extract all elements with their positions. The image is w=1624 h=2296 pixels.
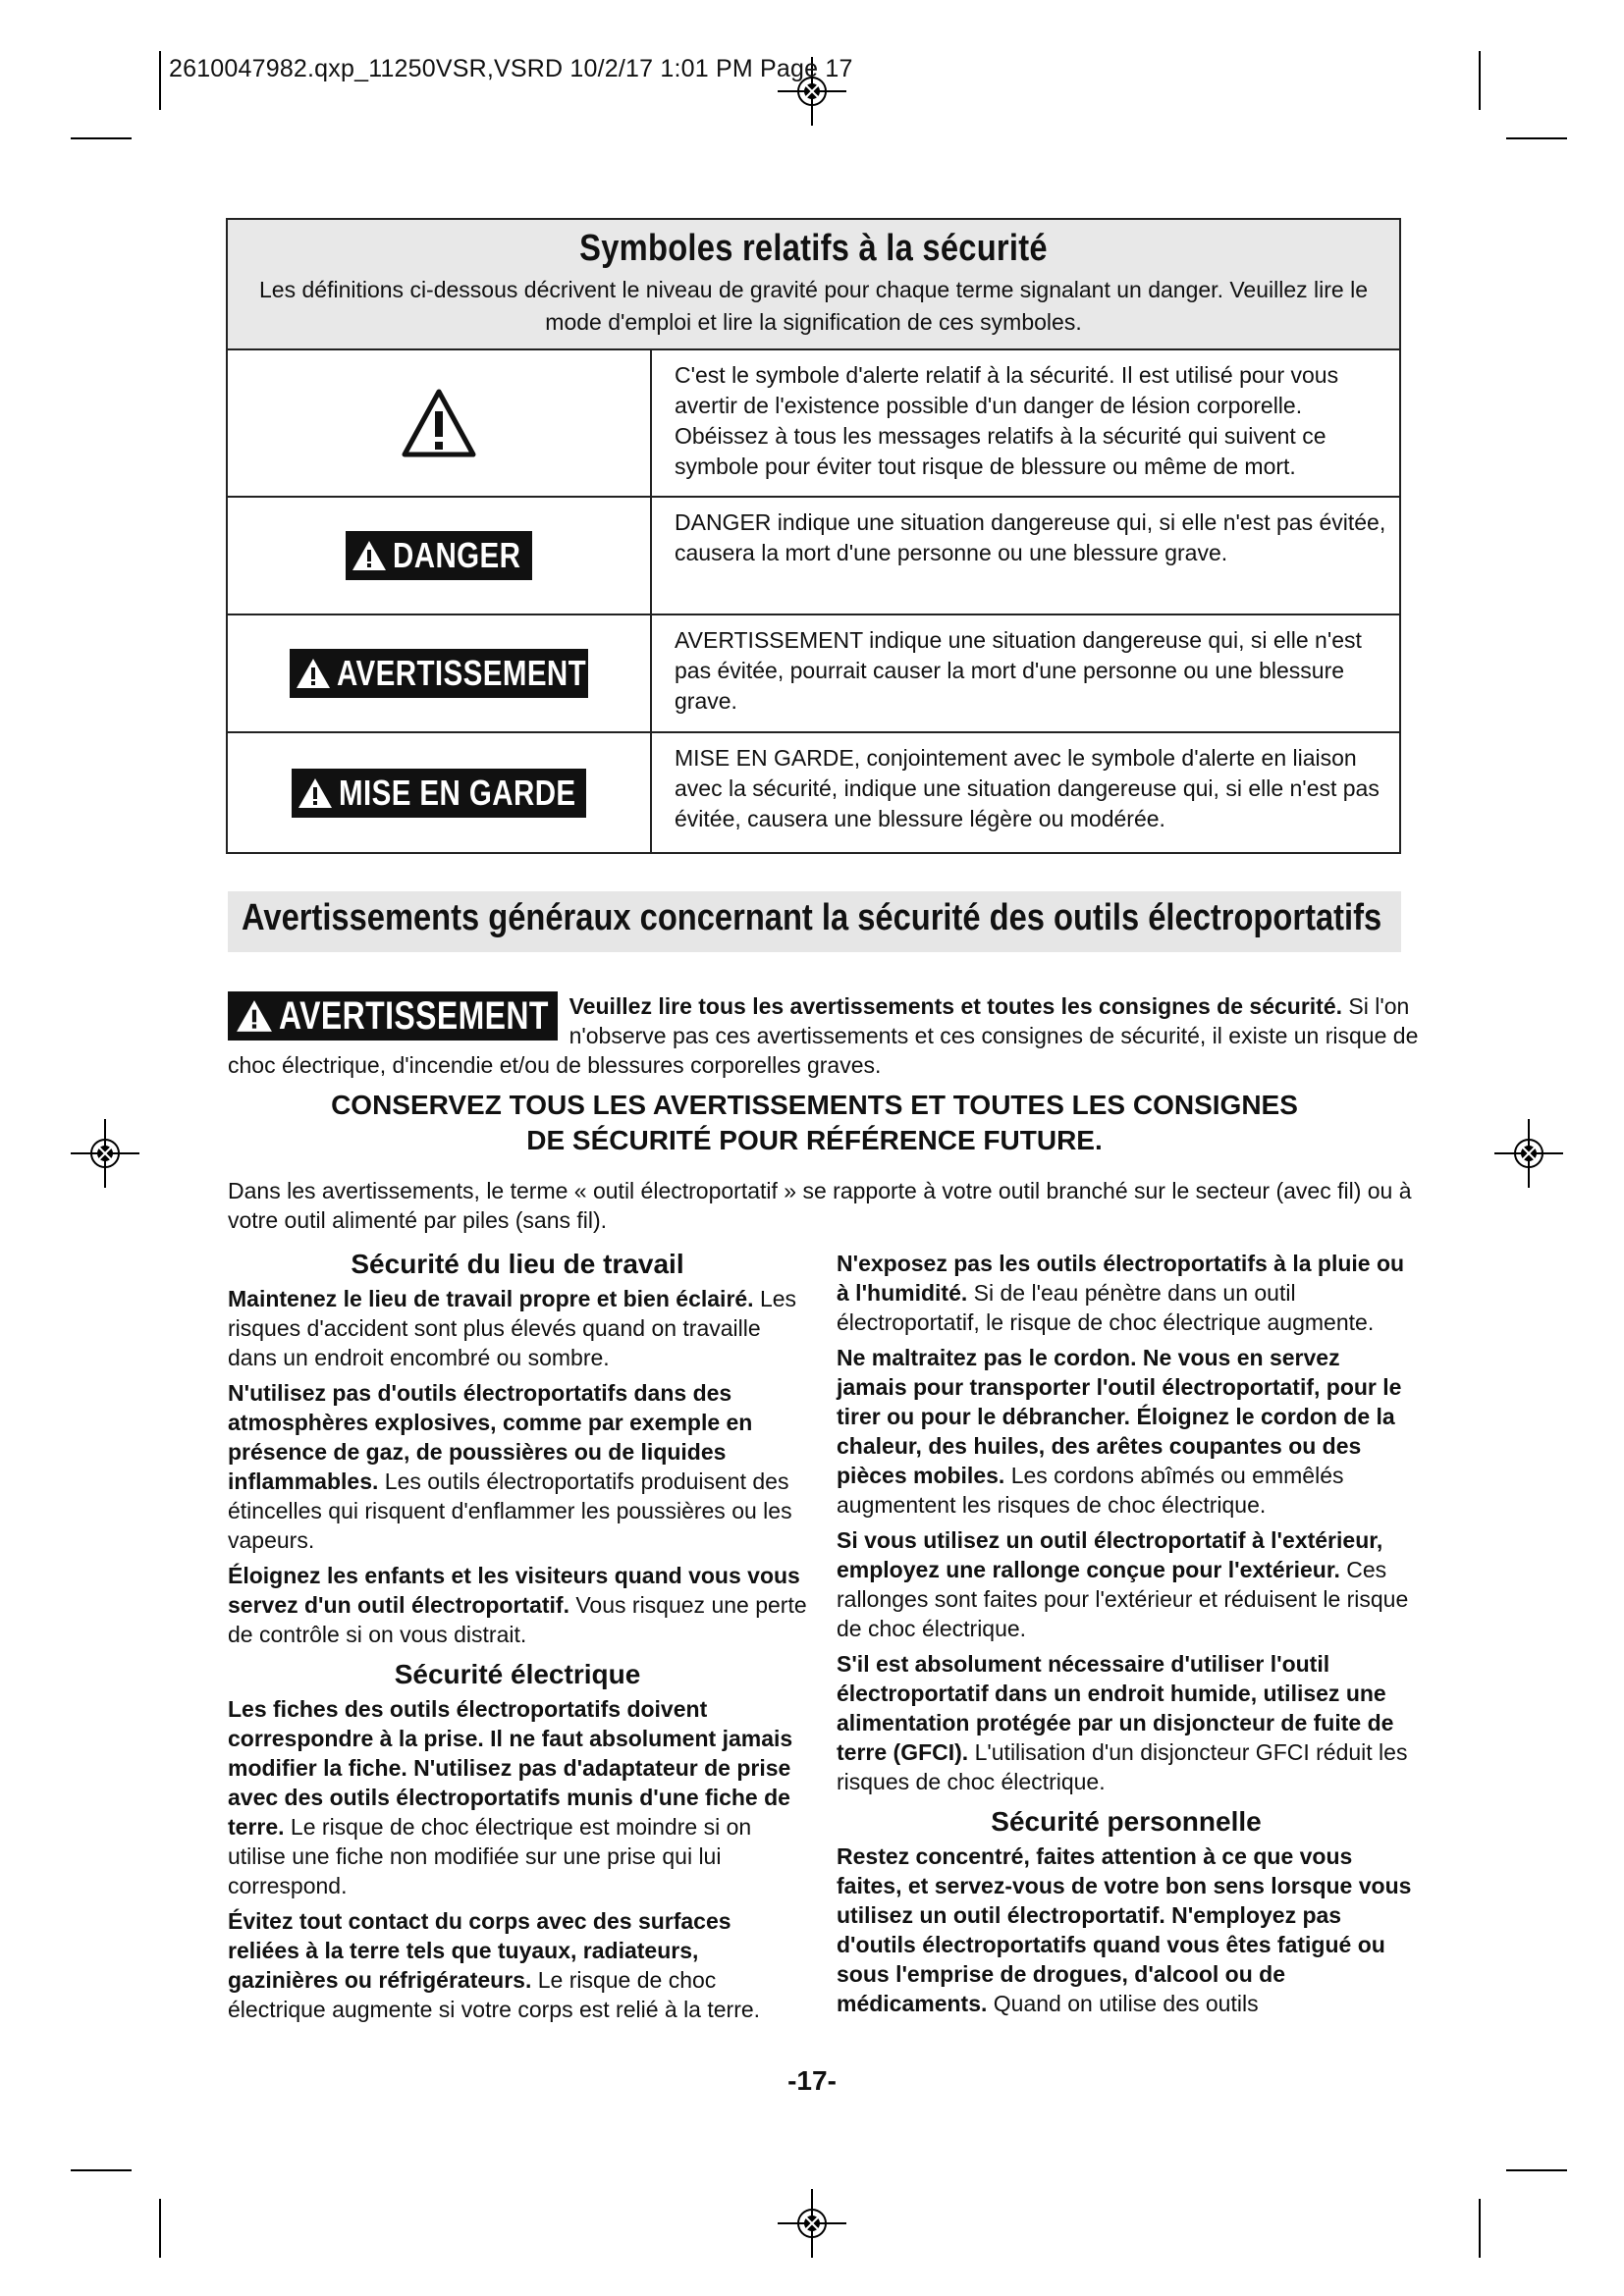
electrical-para-6: [837, 1649, 1416, 1796]
work-area-para-1: [228, 1284, 807, 1372]
conserve-line-2: DE SÉCURITÉ POUR RÉFÉRENCE FUTURE.: [526, 1125, 1103, 1155]
symbol-description: DANGER indique une situation dangereuse qui, si elle n'est pas évitée, causera la mort d'une personne ou une blessure grave.: [675, 509, 1386, 565]
para-bold: Ne maltraitez pas le cordon. Ne vous en servez jamais pour transporter l'outil électroportatif, pour le tirer ou pour le débrancher. Éloignez le cordon de la chaleur, des huiles, des arêtes coupantes ou des pièces mobiles.: [837, 1345, 1402, 1488]
warning-label-large-text: AVERTISSEMENT: [279, 994, 549, 1038]
work-area-para-3: [228, 1561, 807, 1649]
right-column: [837, 1249, 1416, 2024]
registration-mark-icon: [71, 1119, 139, 1188]
symbols-table-title: Symboles relatifs à la sécurité: [579, 228, 1048, 269]
symbol-cell: [228, 350, 652, 496]
safety-symbols-table: [226, 218, 1401, 854]
work-area-title: Sécurité du lieu de travail: [351, 1249, 684, 1279]
page-number: -17-: [787, 2065, 837, 2096]
crop-mark: [1479, 51, 1481, 110]
para-bold: Maintenez le lieu de travail propre et bien éclairé.: [228, 1286, 754, 1311]
general-warning: [228, 991, 1426, 1080]
symbol-cell: [228, 733, 652, 852]
symbols-table-intro: Les définitions ci-dessous décrivent le niveau de gravité pour chaque terme signalant un danger. Veuillez lire le mode d'emploi et lire la signification de ces symboles.: [259, 277, 1368, 335]
print-slug: 2610047982.qxp_11250VSR,VSRD 10/2/17 1:01 PM Page 17: [169, 55, 853, 82]
warning-triangle-icon: [298, 777, 333, 809]
symbol-cell: [228, 615, 652, 731]
crop-mark: [1506, 2169, 1567, 2171]
symbol-row-alert: [228, 350, 1399, 498]
warning-triangle-icon: [352, 540, 387, 571]
para-bold: S'il est absolument nécessaire d'utiliser l'outil électroportatif dans un endroit humide, utilisez une alimentation protégée par un disjoncteur de fuite de terre (GFCI).: [837, 1651, 1394, 1765]
symbol-cell: [228, 498, 652, 614]
warning-label: [290, 649, 588, 698]
para-bold: Si vous utilisez un outil électroportatif à l'extérieur, employez une rallonge conçue pour l'extérieur.: [837, 1527, 1383, 1582]
electrical-title: Sécurité électrique: [394, 1659, 641, 1689]
warning-label-text: AVERTISSEMENT: [337, 653, 587, 693]
para-text: Quand on utilise des outils: [987, 1991, 1259, 2016]
para-text: Si de l'eau pénètre dans un outil électroportatif, le risque de choc électrique augmente.: [837, 1280, 1375, 1335]
definition-paragraph: Dans les avertissements, le terme « outil électroportatif » se rapporte à votre outil branché sur le secteur (avec fil) ou à votre outil alimenté par piles (sans fil).: [228, 1178, 1412, 1233]
electrical-para-2: [228, 1906, 807, 2024]
registration-mark-icon: [1494, 1119, 1563, 1188]
para-bold: N'exposez pas les outils électroportatifs à la pluie ou à l'humidité.: [837, 1251, 1405, 1306]
crop-mark: [159, 2199, 161, 2258]
warning-label-large: [228, 991, 558, 1041]
para-bold: Évitez tout contact du corps avec des surfaces reliées à la terre tels que tuyaux, radiateurs, gazinières ou réfrigérateurs.: [228, 1908, 731, 1993]
warning-triangle-icon: [236, 999, 273, 1033]
general-warning-text: [228, 991, 1426, 1080]
caution-label-text: MISE EN GARDE: [338, 772, 576, 813]
symbol-description: C'est le symbole d'alerte relatif à la sécurité. Il est utilisé pour vous avertir de l'existence possible d'un danger de lésion corporelle. Obéissez à tous les messages relatifs à la sécurité qui suivent ce symbole pour éviter tout risque de blessure ou même de mort.: [675, 362, 1339, 479]
personal-para-1: [837, 1842, 1416, 2018]
danger-label: [346, 531, 531, 580]
symbol-description: MISE EN GARDE, conjointement avec le symbole d'alerte en liaison avec la sécurité, indique une situation dangereuse qui, si elle n'est pas évitée, causera une blessure légère ou modérée.: [675, 745, 1380, 831]
warning-bold-text: Veuillez lire tous les avertissements et toutes les consignes de sécurité.: [568, 993, 1343, 1019]
symbol-row-warning: [228, 615, 1399, 733]
crop-mark: [159, 51, 161, 110]
symbol-row-danger: [228, 498, 1399, 615]
symbol-description: AVERTISSEMENT indique une situation dangereuse qui, si elle n'est pas évitée, pourrait causer la mort d'une personne ou une blessure grave.: [675, 627, 1362, 714]
work-area-para-2: [228, 1378, 807, 1555]
crop-mark: [1479, 2199, 1481, 2258]
left-column: [228, 1249, 807, 2030]
conserve-heading: [228, 1088, 1401, 1158]
section-banner-title: Avertissements généraux concernant la sécurité des outils électroportatifs: [242, 897, 1382, 938]
para-bold: Les fiches des outils électroportatifs doivent correspondre à la prise. Il ne faut absolument jamais modifier la fiche. N'utilisez pas d'adaptateur de prise avec des outils électroportatifs munis d'une fiche de terre.: [228, 1696, 793, 1840]
para-bold: N'utilisez pas d'outils électroportatifs dans des atmosphères explosives, comme par exemple en présence de gaz, de poussières ou de liquides inflammables.: [228, 1380, 753, 1494]
para-text: Ces rallonges sont faites pour l'extérieur et réduisent le risque de choc électrique.: [837, 1557, 1409, 1641]
electrical-para-1: [228, 1694, 807, 1900]
warning-triangle-icon: [296, 658, 331, 689]
para-text: Les outils électroportatifs produisent des étincelles qui risquent d'enflammer les poussières ou les vapeurs.: [228, 1468, 792, 1553]
para-bold: Éloignez les enfants et les visiteurs quand vous vous servez d'un outil électroportatif.: [228, 1563, 800, 1618]
conserve-line-1: CONSERVEZ TOUS LES AVERTISSEMENTS ET TOUTES LES CONSIGNES: [331, 1090, 1298, 1120]
warning-rest-text: Si l'on n'observe pas ces avertissements et ces consignes de sécurité, il existe un risque de choc électrique, d'incendie et/ou de blessures corporelles graves.: [228, 993, 1419, 1078]
personal-safety-title: Sécurité personnelle: [991, 1806, 1262, 1837]
crop-mark: [71, 2169, 132, 2171]
crop-mark: [71, 137, 132, 139]
symbols-table-header: [228, 220, 1399, 350]
crop-mark: [1506, 137, 1567, 139]
electrical-para-4: [837, 1343, 1416, 1520]
safety-alert-triangle-icon: [401, 386, 477, 460]
para-bold: Restez concentré, faites attention à ce que vous faites, et servez-vous de votre bon sens lorsque vous utilisez un outil électroportatif. N'employez pas d'outils électroportatifs quand vous êtes fatigué ou sous l'emprise de drogues, d'alcool ou de médicaments.: [837, 1843, 1412, 2016]
registration-mark-icon: [778, 2189, 846, 2258]
electrical-para-3: [837, 1249, 1416, 1337]
symbol-row-caution: [228, 733, 1399, 852]
para-text: Les cordons abîmés ou emmêlés augmentent les risques de choc électrique.: [837, 1463, 1344, 1518]
para-text: Les risques d'accident sont plus élevés quand on travaille dans un endroit encombré ou sombre.: [228, 1286, 797, 1370]
para-text: Le risque de choc électrique augmente si votre corps est relié à la terre.: [228, 1967, 761, 2022]
caution-label: [292, 769, 587, 818]
para-text: L'utilisation d'un disjoncteur GFCI réduit les risques de choc électrique.: [837, 1739, 1408, 1794]
electrical-para-5: [837, 1525, 1416, 1643]
danger-label-text: DANGER: [393, 535, 521, 575]
para-text: Le risque de choc électrique est moindre si on utilise une fiche non modifiée sur une prise qui lui correspond.: [228, 1814, 752, 1898]
para-text: Vous risquez une perte de contrôle si on vous distrait.: [228, 1592, 807, 1647]
